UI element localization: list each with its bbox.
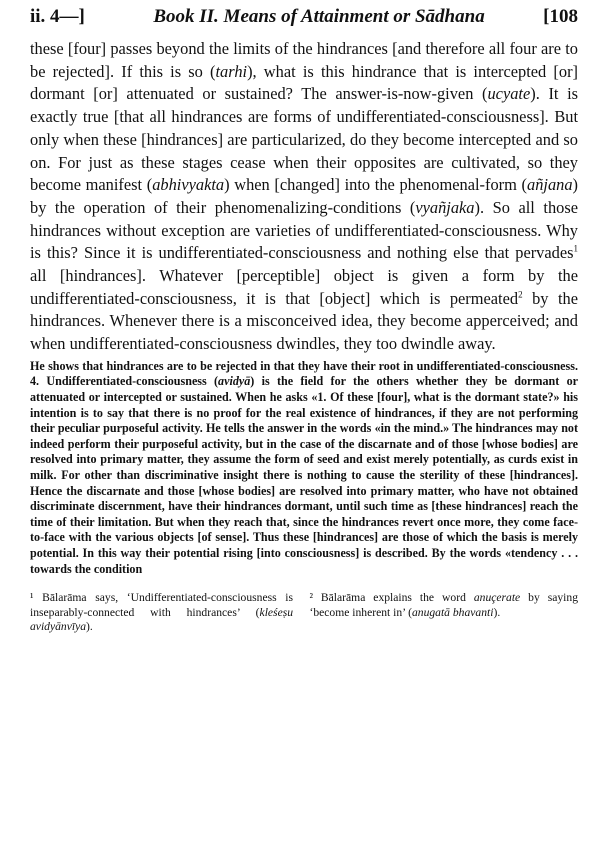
main-text-paragraph: [30, 38, 578, 356]
footnote-text: ).: [86, 620, 93, 634]
footnote-marker-2: 2: [518, 289, 523, 300]
section-reference: ii. 4—]: [30, 6, 85, 27]
sanskrit-term-ucyate: ucyate: [487, 84, 531, 104]
footnote-text: ² Bālarāma explains the word: [309, 591, 474, 605]
running-title: Book II. Means of Attainment or Sādhana: [153, 6, 485, 27]
sanskrit-term-vyanjaka: vyañjaka: [415, 197, 475, 217]
main-text-segment: by the hindrances. Whenever there is a misconceived idea, they become apperceived; and when undifferentiated-consciousness dwindles, they too dwindle away.: [30, 288, 578, 354]
main-text-segment: all [hindrances]. Whatever [perceptible] object is given a form by the undifferentiated-consciousness, it is that [object] which is permeated: [30, 266, 578, 308]
sanskrit-term-anjana: añjana: [527, 175, 573, 195]
footnote-sanskrit: anuçerate: [473, 591, 521, 605]
running-header: [30, 6, 578, 36]
footnote-1: [30, 591, 293, 635]
sanskrit-term-avidya: avidyā: [218, 374, 251, 389]
page-number: [108: [543, 6, 578, 27]
footnote-text: by saying ‘become inherent in’ (: [309, 591, 578, 619]
main-text-segment: ), what is this hindrance that is intercepted [or] dormant [or] attenuated or sustained? The answer-is-now-given (: [30, 61, 578, 104]
main-text-segment: ). So all those hindrances without exception are varieties of undifferentiated-consciousness. Why is this? Since it is undifferentiated-consciousness and nothing else that pervades: [30, 197, 578, 263]
commentary-segment: He shows that hindrances are to be rejected in that they have their root in undifferentiated-consciousness. 4. Undifferentiated-consciousness (: [30, 358, 578, 389]
main-text-segment: these [four] passes beyond the limits of the hindrances [and therefore all four are to be rejected]. If this is so (: [30, 39, 578, 81]
footnote-sanskrit: kleśeṣu avidyānvīya: [30, 605, 294, 634]
footnote-sanskrit: anugatā bhavanti: [411, 605, 494, 619]
sanskrit-term-abhivyakta: abhivyakta: [152, 175, 225, 195]
main-text-segment: ). It is exactly true [that all hindrances are forms of undifferentiated-consciousness]. But only when these [hindrances] are particularized, do they become intercepted and so on. For just as these stages cease when their opposites are cultivated, so they become manifest (: [30, 84, 578, 195]
footnote-2: [309, 591, 578, 635]
commentary-paragraph: [30, 359, 578, 577]
footnotes: [30, 591, 578, 635]
sanskrit-term-tarhi: tarhi: [215, 61, 248, 81]
footnote-marker-1: 1: [573, 243, 578, 254]
commentary-segment: ) is the field for the others whether they be dormant or attenuated or intercepted or sustained. When he asks «1. Of these [four], what is the dormant state?» his intention is to say that there is no proof for the real existence of hindrances, if they are not performing their peculiar purposeful activity. He tells the answer in the words «in the mind.» The hindrances may not indeed perform their purposeful activity, but in the case of the discarnate and of those [whose bodies] are resolved into primary matter, they assume the form of seed and exist merely potentially, as curds exist in milk. For other than discriminative insight there is nothing to cause the sterility of these [hindrances]. Hence the discarnate and those [whose bodies] are resolved into primary matter, who have not obtained discriminate discernment, have their hindrances dormant, until such time as [these hindrances] reach the time of their limitation. But when they reach that, since the hindrances revert once more, they come face-to-face with the various objects [of sense]. Thus these [hindrances] are those of which the basis is merely potential. In this way their potential rising [into consciousness] is described. By the words «tendency . . . towards the condition: [30, 374, 578, 576]
footnote-text: ).: [493, 605, 501, 619]
main-text-segment: ) when [changed] into the phenomenal-form (: [224, 175, 527, 195]
main-text-segment: ) by the operation of their phenomenalizing-conditions (: [30, 175, 578, 217]
footnote-text: ¹ Bālarāma says, ‘Undifferentiated-consciousness is inseparably-connected with hindrances’ (: [30, 591, 294, 619]
